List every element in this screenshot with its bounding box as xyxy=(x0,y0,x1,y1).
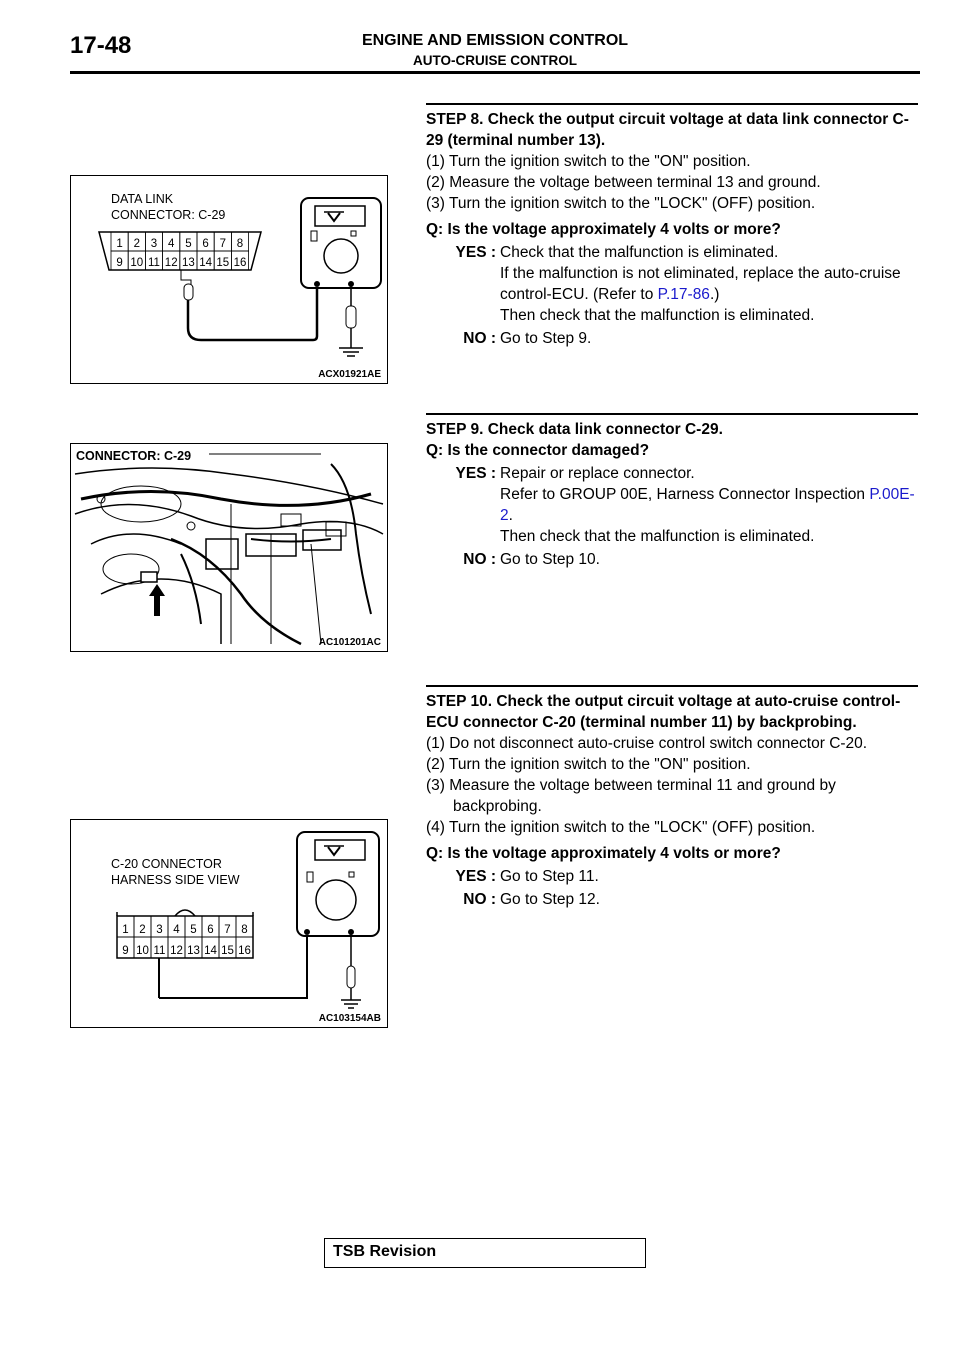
question: Q: Is the voltage approximately 4 volts or more? xyxy=(426,221,781,238)
connector-pin-label: 10 xyxy=(130,257,144,269)
answer-yes: YES : Repair or replace connector. Refer to GROUP 00E, Harness Connector Inspection P.00E-2. Then check that the malfunction is eliminated. xyxy=(455,465,915,545)
step-heading: STEP 9. Check data link connector C-29. xyxy=(426,421,723,438)
figure-code: AC101201AC xyxy=(318,637,381,648)
footer-tsb-revision xyxy=(324,1238,646,1268)
step-10 xyxy=(426,685,918,910)
procedure-item: (1) Turn the ignition switch to the "ON" position. xyxy=(426,153,751,170)
page-ref-link[interactable]: P.17-86 xyxy=(657,286,710,303)
step-8 xyxy=(426,103,918,349)
figure-label: CONNECTOR: C-29 xyxy=(76,449,192,463)
answer-no: NO : Go to Step 12. xyxy=(463,891,600,908)
procedure-item: (2) Measure the voltage between terminal 13 and ground. xyxy=(426,174,821,191)
connector-pin-label: 11 xyxy=(148,257,160,269)
connector-pin-label: 7 xyxy=(219,238,227,250)
connector-pin-label: 3 xyxy=(150,238,158,250)
figure-code: AC103154AB xyxy=(318,1013,381,1024)
answer-yes: YES : Go to Step 11. xyxy=(455,868,599,885)
procedure-item: (4) Turn the ignition switch to the "LOCK" (OFF) position. xyxy=(426,819,816,836)
question: Q: Is the voltage approximately 4 volts or more? xyxy=(426,845,781,862)
connector-pin-label: 1 xyxy=(116,238,123,250)
connector-pin-label: 14 xyxy=(199,257,212,269)
step-heading: STEP 10. Check the output circuit voltage at auto-cruise control-ECU connector C-20 (terminal number 11) by backprobing. xyxy=(426,693,901,731)
answer-no: NO : Go to Step 9. xyxy=(463,330,592,347)
connector-pin-label: 15 xyxy=(216,257,230,269)
connector-pin-label: 14 xyxy=(204,945,217,957)
connector-pin-label: 8 xyxy=(236,238,244,250)
connector-pins xyxy=(117,916,253,958)
figure-ecu-connector-voltage xyxy=(70,819,388,1028)
step-9 xyxy=(426,413,918,570)
connector-pin-label: 11 xyxy=(153,945,166,957)
connector-meter-diagram xyxy=(71,820,387,1027)
procedure-item: (2) Turn the ignition switch to the "ON" position. xyxy=(426,756,751,773)
connector-pin-label: 2 xyxy=(139,924,146,936)
connector-pin-label: 15 xyxy=(221,945,234,957)
connector-pin-label: 12 xyxy=(164,257,178,269)
procedure-item: (1) Do not disconnect auto-cruise control switch connector C-20. xyxy=(426,735,868,752)
header-rule xyxy=(70,71,920,74)
connector-pin-label: 6 xyxy=(202,238,209,250)
connector-pin-label: 13 xyxy=(187,945,200,957)
connector-pin-label: 16 xyxy=(238,945,251,957)
page-ref-link[interactable]: P.00E-2 xyxy=(500,486,915,524)
figure-data-link-voltage xyxy=(70,175,388,384)
connector-pin-label: 2 xyxy=(133,238,141,250)
connector-pin-label: 16 xyxy=(233,257,247,269)
connector-pin-label: 6 xyxy=(207,924,214,936)
connector-pin-label: 4 xyxy=(173,924,180,936)
connector-pin-label: 10 xyxy=(136,945,149,957)
connector-pin-label: 5 xyxy=(190,924,197,936)
page-number: 17-48 xyxy=(70,32,132,59)
step-rule xyxy=(426,685,918,687)
procedure-item: (3) Measure the voltage between terminal 11 and ground by backprobing. xyxy=(426,777,836,815)
answer-yes: YES : Check that the malfunction is eliminated. If the malfunction is not eliminated, replace the auto-cruise control-ECU. (Refer to P.17-86.) Then check that the malfunction is eliminated. xyxy=(455,244,901,324)
connector-pin-label: 9 xyxy=(116,257,123,269)
answer-no: NO : Go to Step 10. xyxy=(463,551,600,568)
connector-pin-label: 13 xyxy=(182,257,195,269)
connector-pins xyxy=(111,232,249,270)
connector-pin-label: 12 xyxy=(170,945,183,957)
procedure-item: (3) Turn the ignition switch to the "LOCK" (OFF) position. xyxy=(426,195,816,212)
connector-pin-label: 8 xyxy=(241,924,248,936)
figure-connector-location xyxy=(70,443,388,652)
connector-pin-label: 3 xyxy=(156,924,163,936)
connector-pin-label: 5 xyxy=(185,238,192,250)
figure-code: ACX01921AE xyxy=(318,369,381,380)
connector-pin-label: 1 xyxy=(122,924,129,936)
dashboard-diagram xyxy=(71,444,387,651)
connector-pin-label: 4 xyxy=(167,238,175,250)
subsection-title: AUTO-CRUISE CONTROL xyxy=(413,53,577,68)
step-heading: STEP 8. Check the output circuit voltage at data link connector C-29 (terminal number 13). xyxy=(426,111,909,149)
question: Q: Is the connector damaged? xyxy=(426,442,650,459)
connector-pin-label: 7 xyxy=(224,924,231,936)
figure-label: DATA LINK CONNECTOR: C-29 xyxy=(111,192,226,222)
step-rule xyxy=(426,413,918,415)
connector-pin-label: 9 xyxy=(122,945,129,957)
section-title: ENGINE AND EMISSION CONTROL xyxy=(361,32,629,49)
figure-label: C-20 CONNECTOR HARNESS SIDE VIEW xyxy=(111,857,240,887)
footer-label: TSB Revision xyxy=(333,1243,437,1260)
step-rule xyxy=(426,103,918,105)
